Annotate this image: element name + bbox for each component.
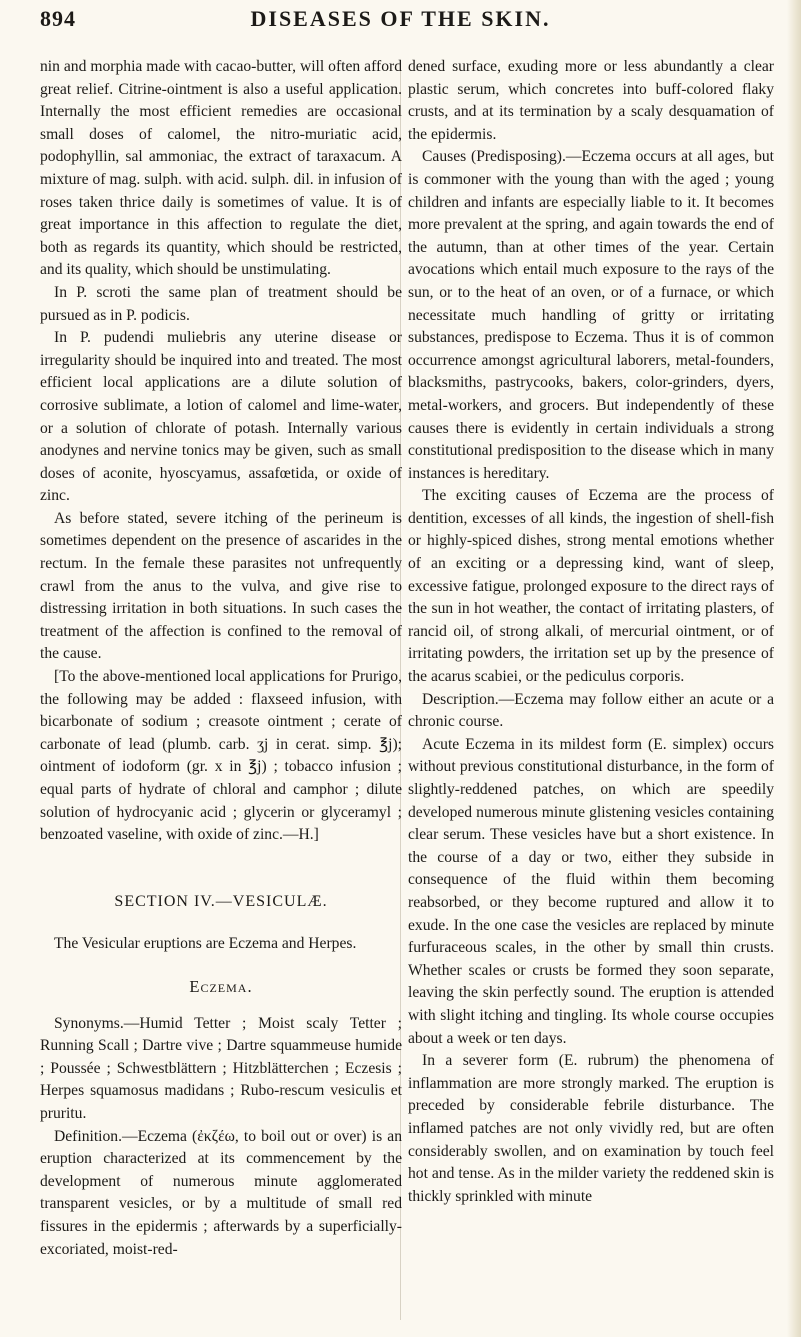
- paragraph-synonyms: Synonyms.—Humid Tetter ; Moist scaly Tetter ; Running Scall ; Dartre vive ; Dartre squammeuse humide ; Poussée ; Schwestblättern ; Hitzblätterchen ; Eczesis ; Herpes squamosus madidans ; Rubo-rescum vesiculis et pruritu.: [40, 1014, 402, 1122]
- left-column: [40, 56, 402, 1261]
- eczema-heading: Eczema.: [189, 976, 253, 996]
- page-number: 894: [40, 6, 76, 31]
- paragraph-definition: Definition.—Eczema (ἐκζέω, to boil out or over) is an eruption characterized at its commencement by the development of numerous minute agglomerated transparent vesicles, or by a multitude of small red fissures in the epidermis ; afterwards by a superficially-excoriated, moist-red-: [40, 1127, 402, 1258]
- paragraph: In P. pudendi muliebris any uterine disease or irregularity should be inquired into and treated. The most efficient local applications are a dilute solution of corrosive sublimate, a lotion of calomel and lime-water, or a solution of chlorate of potash. Internally various anodynes and nervine tonics may be given, such as small doses of aconite, hyoscyamus, assafœtida, or oxide of zinc.: [40, 329, 402, 505]
- paragraph: In a severer form (E. rubrum) the phenomena of inflammation are more strongly marked. The eruption is preceded by considerable febrile disturbance. The inflamed patches are not only vividly red, but are often considerably swollen, and on examination by touch feel hot and tense. As in the milder variety the reddened skin is thickly sprinkled with minute: [408, 1052, 774, 1205]
- page-edge-shadow: [787, 0, 801, 1337]
- paragraph: dened surface, exuding more or less abundantly a clear plastic serum, which concretes into buff-colored flaky crusts, and at its termination by a scaly desquamation of the epidermis.: [408, 58, 774, 143]
- paragraph: [To the above-mentioned local applications for Prurigo, the following may be added : flaxseed infusion, with bicarbonate of sodium ; creasote ointment ; cerate of carbonate of lead (plumb. carb. ʒj in cerat. simp. ℥j); ointment of iodoform (gr. x in ℥j) ; tobacco infusion ; equal parts of hydrate of chloral and camphor ; dilute solution of hydrocyanic acid ; glycerin or glyceramyl ; benzoated vaseline, with oxide of zinc.—H.]: [40, 668, 402, 844]
- running-title: DISEASES OF THE SKIN.: [250, 6, 551, 31]
- right-column: [408, 56, 774, 1208]
- paragraph-causes: Causes (Predisposing).—Eczema occurs at all ages, but is commoner with the young than with the aged ; young children and infants are especially liable to it. It becomes more prevalent at the spring, and again towards the end of the autumn, than at other times of the year. Certain avocations which entail much exposure to the rays of the sun, or to the heat of an oven, or of a furnace, or which necessitate much handling of gritty or irritating substances, predispose to Eczema. Thus it is of common occurrence amongst agricultural laborers, metal-founders, blacksmiths, pastrycooks, bakers, color-grinders, dyers, metal-workers, and grocers. But independently of these causes there is evidently in certain individuals a strong constitutional predisposition to the disease which in many instances is hereditary.: [408, 148, 774, 482]
- paragraph: In P. scroti the same plan of treatment should be pursued as in P. podicis.: [40, 283, 402, 324]
- paragraph: As before stated, severe itching of the perineum is sometimes dependent on the presence of ascarides in the rectum. In the female these parasites not unfrequently crawl from the anus to the vulva, and give rise to distressing irritation in both situations. In such cases the treatment of the affection is confined to the removal of the cause.: [40, 509, 402, 663]
- page-header: [40, 4, 761, 40]
- paragraph-description: Description.—Eczema may follow either an acute or a chronic course.: [408, 690, 774, 731]
- section-heading: SECTION IV.—VESICULÆ.: [114, 892, 328, 910]
- paragraph: nin and morphia made with cacao-butter, will often afford great relief. Citrine-ointment is also a useful application. Internally the most efficient remedies are occasional small doses of calomel, the nitro-muriatic acid, podophyllin, sal ammoniac, the extract of taraxacum. A mixture of mag. sulph. with acid. sulph. dil. in infusion of roses taken thrice daily is sometimes of value. It is of great importance in this affection to regulate the diet, both as regards its quantity, which should be restricted, and its quality, which should be unstimulating.: [40, 58, 402, 279]
- paragraph: Acute Eczema in its mildest form (E. simplex) occurs without previous constitutional disturbance, in the form of slightly-reddened patches, on which are speedily developed numerous minute glistening vesicles containing clear serum. These vesicles have but a short existence. In the course of a day or two, either they subside in consequence of the fluid within them becoming reabsorbed, or they become ruptured and allow it to exude. In the one case the vesicles are replaced by minute furfuraceous scales, in the other by small thin crusts. Whether scales or crusts be formed they soon separate, leaving the skin perfectly sound. The eruption is attended with slight itching and tingling. Its whole course occupies about a week or ten days.: [408, 735, 774, 1047]
- paragraph: The exciting causes of Eczema are the process of dentition, excesses of all kinds, the ingestion of shell-fish or highly-spiced dishes, strong mental emotions whether of an exciting or a depressing kind, want of sleep, excessive fatigue, prolonged exposure to the direct rays of the sun in hot weather, the contact of irritating plasters, of rancid oil, of strong alkali, of mercurial ointment, or of irritating powders, the irritation set up by the presence of the acarus scabiei, or the pediculus corporis.: [408, 487, 774, 686]
- paragraph: The Vesicular eruptions are Eczema and Herpes.: [54, 935, 357, 953]
